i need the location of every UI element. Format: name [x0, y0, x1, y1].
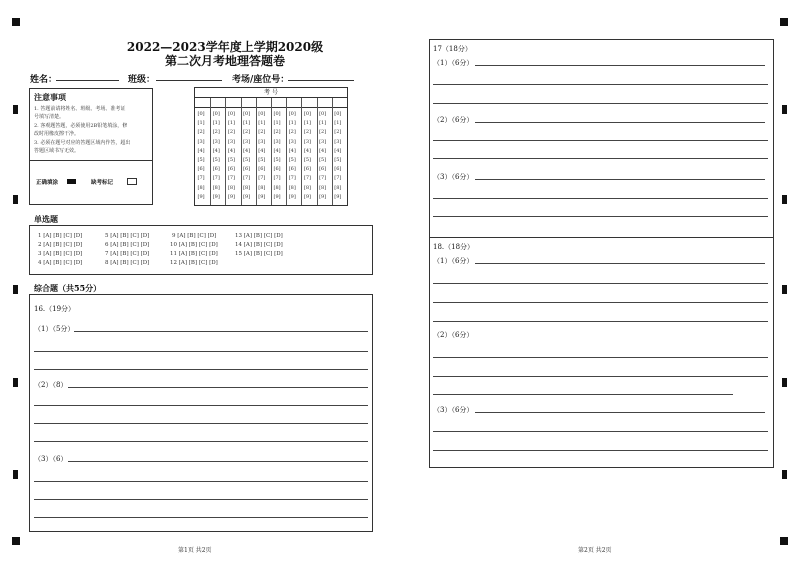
exam-digit-bubble[interactable]: [4]	[288, 147, 296, 154]
notice-title: 注意事项	[34, 92, 66, 102]
answer-line[interactable]	[433, 450, 768, 451]
page-subtitle: 第二次月考地理答题卷	[164, 54, 285, 68]
exam-digit-bubble[interactable]: [7]	[258, 175, 266, 182]
exam-digit-bubble[interactable]: [2]	[273, 129, 281, 136]
page-title: 2022—2023学年度上学期2020级	[126, 40, 324, 54]
name-field[interactable]	[56, 80, 119, 81]
timing-mark	[13, 470, 18, 479]
answer-line[interactable]	[433, 84, 768, 85]
exam-digit-bubble[interactable]: [5]	[303, 157, 311, 163]
answer-line[interactable]	[433, 394, 733, 395]
exam-digit-bubble[interactable]: [3]	[288, 138, 296, 145]
answer-line[interactable]	[475, 179, 765, 180]
exam-digit-bubble[interactable]: [4]	[319, 147, 327, 154]
grid-column-divider	[271, 98, 272, 205]
q17-title: 17（18分）	[433, 45, 472, 53]
exam-digit-bubble[interactable]: [6]	[303, 166, 311, 173]
exam-digit-bubble[interactable]: [2]	[334, 129, 342, 136]
exam-digit-bubble[interactable]: [8]	[288, 184, 296, 191]
grid-column-divider	[301, 98, 302, 205]
exam-digit-bubble[interactable]: [6]	[227, 166, 235, 173]
q17-part2-label: （2）（6分）	[433, 116, 474, 124]
answer-line[interactable]	[34, 499, 368, 500]
choice-item[interactable]: 2 [A] [B] [C] [D]	[38, 242, 83, 248]
timing-mark	[782, 378, 787, 387]
exam-digit-bubble[interactable]: [8]	[258, 184, 266, 191]
grid-column-divider	[286, 98, 287, 205]
answer-line[interactable]	[433, 140, 768, 141]
exam-digit-bubble[interactable]: [4]	[227, 147, 235, 154]
exam-digit-bubble[interactable]: [2]	[288, 129, 296, 136]
single-choice-box	[29, 225, 373, 275]
q18-title: 18.（18分）	[433, 243, 475, 251]
exam-number-header: 考 号	[195, 88, 347, 98]
exam-digit-bubble[interactable]: [3]	[303, 138, 311, 145]
exam-digit-bubble[interactable]: [9]	[319, 193, 327, 200]
registration-mark	[12, 18, 20, 26]
exam-digit-bubble[interactable]: [3]	[319, 138, 327, 145]
exam-digit-bubble[interactable]: [5]	[258, 157, 266, 163]
class-label: 班级：	[128, 75, 156, 85]
answer-line[interactable]	[433, 198, 768, 199]
correct-fill-sample	[67, 179, 76, 184]
right-answer-box	[429, 39, 774, 468]
answer-line[interactable]	[34, 351, 368, 352]
answer-line[interactable]	[433, 302, 768, 303]
exam-digit-bubble[interactable]: [9]	[334, 193, 342, 200]
answer-line[interactable]	[433, 283, 768, 284]
choice-item[interactable]: 1 [A] [B] [C] [D]	[38, 233, 83, 239]
exam-digit-bubble[interactable]: [8]	[273, 184, 281, 191]
exam-digit-bubble[interactable]: [7]	[227, 175, 235, 182]
exam-digit-bubble[interactable]: [5]	[243, 157, 251, 163]
notice-line: 改时用橡皮擦干净。	[34, 131, 80, 137]
exam-digit-bubble[interactable]: [2]	[258, 129, 266, 136]
name-label: 姓名：	[30, 75, 58, 85]
grid-column-divider	[317, 98, 318, 205]
q18-part1-label: （1）（6分）	[433, 257, 474, 265]
exam-digit-bubble[interactable]: [1]	[197, 120, 205, 127]
exam-digit-bubble[interactable]: [1]	[258, 120, 266, 127]
answer-line[interactable]	[34, 481, 368, 482]
exam-digit-bubble[interactable]: [0]	[334, 111, 342, 117]
timing-mark	[782, 285, 787, 294]
exam-digit-bubble[interactable]: [9]	[243, 193, 251, 200]
exam-digit-bubble[interactable]: [4]	[334, 147, 342, 154]
exam-digit-bubble[interactable]: [9]	[212, 193, 220, 200]
answer-line[interactable]	[34, 441, 368, 442]
exam-digit-bubble[interactable]: [1]	[319, 120, 327, 127]
timing-mark	[13, 378, 18, 387]
q17-q18-divider	[430, 237, 773, 238]
answer-line[interactable]	[68, 387, 368, 388]
exam-digit-bubble[interactable]: [3]	[273, 138, 281, 145]
choice-item[interactable]: 14 [A] [B] [C] [D]	[235, 242, 283, 248]
choice-item[interactable]: 10 [A] [B] [C] [D]	[170, 242, 218, 248]
absent-mark-label: 缺考标记	[91, 180, 114, 186]
answer-line[interactable]	[475, 65, 765, 66]
exam-digit-bubble[interactable]: [1]	[273, 120, 281, 127]
choice-item[interactable]: 5 [A] [B] [C] [D]	[105, 233, 150, 239]
choice-item[interactable]: 12 [A] [B] [C] [D]	[170, 260, 218, 266]
answer-line[interactable]	[433, 158, 768, 159]
timing-mark	[782, 105, 787, 114]
seat-label: 考场/座位号：	[232, 75, 290, 85]
timing-mark	[782, 195, 787, 204]
answer-line[interactable]	[433, 216, 768, 217]
exam-digit-bubble[interactable]: [8]	[243, 184, 251, 191]
class-field[interactable]	[156, 80, 222, 81]
notice-line: 3. 必须在题号对应的答题区域内作答，超出	[34, 140, 131, 146]
choice-item[interactable]: 7 [A] [B] [C] [D]	[105, 251, 150, 257]
exam-digit-bubble[interactable]: [6]	[212, 166, 220, 173]
exam-digit-bubble[interactable]: [6]	[288, 166, 296, 173]
choice-item[interactable]: 3 [A] [B] [C] [D]	[38, 251, 83, 257]
notice-line: 1. 答题前请将姓名、班级、考场、准考证	[34, 106, 126, 112]
answer-line[interactable]	[74, 331, 368, 332]
grid-column-divider	[225, 98, 226, 205]
q16-part3-label: （3）（6）	[34, 455, 68, 463]
grid-column-divider	[332, 98, 333, 205]
exam-digit-bubble[interactable]: [7]	[319, 175, 327, 182]
exam-digit-bubble[interactable]: [1]	[243, 120, 251, 127]
exam-digit-bubble[interactable]: [2]	[227, 129, 235, 136]
page-number-right: 第2页 共2页	[578, 547, 612, 554]
notice-divider	[30, 160, 152, 161]
exam-digit-bubble[interactable]: [7]	[273, 175, 281, 182]
answer-line[interactable]	[68, 461, 368, 462]
registration-mark	[780, 537, 788, 545]
exam-digit-bubble[interactable]: [4]	[212, 147, 220, 154]
exam-digit-bubble[interactable]: [9]	[197, 193, 205, 200]
exam-digit-bubble[interactable]: [6]	[273, 166, 281, 173]
exam-digit-bubble[interactable]: [7]	[334, 175, 342, 182]
exam-digit-bubble[interactable]: [3]	[197, 138, 205, 145]
exam-digit-bubble[interactable]: [0]	[273, 111, 281, 117]
exam-digit-bubble[interactable]: [5]	[273, 157, 281, 163]
exam-digit-bubble[interactable]: [8]	[227, 184, 235, 191]
exam-digit-bubble[interactable]: [8]	[334, 184, 342, 191]
exam-digit-bubble[interactable]: [3]	[227, 138, 235, 145]
exam-digit-bubble[interactable]: [0]	[319, 111, 327, 117]
q17-part1-label: （1）（6分）	[433, 59, 474, 67]
exam-digit-bubble[interactable]: [5]	[334, 157, 342, 163]
exam-digit-bubble[interactable]: [0]	[197, 111, 205, 117]
q17-part3-label: （3）（6分）	[433, 173, 474, 181]
exam-digit-bubble[interactable]: [5]	[212, 157, 220, 163]
timing-mark	[13, 285, 18, 294]
exam-digit-bubble[interactable]: [8]	[197, 184, 205, 191]
exam-digit-bubble[interactable]: [2]	[197, 129, 205, 136]
exam-digit-bubble[interactable]: [8]	[303, 184, 311, 191]
exam-digit-bubble[interactable]: [8]	[319, 184, 327, 191]
exam-digit-bubble[interactable]: [3]	[243, 138, 251, 145]
exam-digit-bubble[interactable]: [1]	[288, 120, 296, 127]
exam-digit-bubble[interactable]: [5]	[319, 157, 327, 163]
page-number-left: 第1页 共2页	[178, 547, 212, 554]
exam-digit-bubble[interactable]: [9]	[258, 193, 266, 200]
exam-digit-bubble[interactable]: [4]	[243, 147, 251, 154]
exam-digit-bubble[interactable]: [6]	[197, 166, 205, 173]
notice-box	[29, 88, 153, 205]
exam-digit-bubble[interactable]: [6]	[334, 166, 342, 173]
timing-mark	[13, 195, 18, 204]
q16-answer-box	[29, 294, 373, 532]
answer-line[interactable]	[433, 321, 768, 322]
exam-digit-bubble[interactable]: [4]	[197, 147, 205, 154]
q18-part2-label: （2）（6分）	[433, 331, 474, 339]
exam-digit-bubble[interactable]: [6]	[243, 166, 251, 173]
exam-digit-bubble[interactable]: [0]	[303, 111, 311, 117]
exam-digit-bubble[interactable]: [9]	[303, 193, 311, 200]
exam-digit-bubble[interactable]: [7]	[303, 175, 311, 182]
registration-mark	[12, 537, 20, 545]
choice-item[interactable]: 11 [A] [B] [C] [D]	[170, 251, 218, 257]
exam-digit-bubble[interactable]: [8]	[212, 184, 220, 191]
exam-digit-bubble[interactable]: [4]	[258, 147, 266, 154]
exam-digit-bubble[interactable]: [3]	[258, 138, 266, 145]
exam-digit-bubble[interactable]: [4]	[303, 147, 311, 154]
exam-digit-bubble[interactable]: [2]	[212, 129, 220, 136]
exam-digit-bubble[interactable]: [2]	[319, 129, 327, 136]
exam-digit-bubble[interactable]: [5]	[227, 157, 235, 163]
answer-line[interactable]	[475, 263, 765, 264]
exam-digit-bubble[interactable]: [9]	[273, 193, 281, 200]
exam-digit-bubble[interactable]: [7]	[197, 175, 205, 182]
correct-fill-label: 正确填涂	[36, 180, 59, 186]
answer-line[interactable]	[34, 369, 368, 370]
single-choice-title: 单选题	[34, 214, 58, 224]
exam-digit-bubble[interactable]: [9]	[227, 193, 235, 200]
choice-item[interactable]: 13 [A] [B] [C] [D]	[235, 233, 283, 239]
exam-digit-bubble[interactable]: [1]	[212, 120, 220, 127]
answer-line[interactable]	[475, 122, 765, 123]
grid-column-divider	[256, 98, 257, 205]
exam-digit-bubble[interactable]: [2]	[243, 129, 251, 136]
notice-line: 答题区域书写无效。	[34, 148, 80, 154]
exam-digit-bubble[interactable]: [3]	[334, 138, 342, 145]
exam-digit-bubble[interactable]: [7]	[212, 175, 220, 182]
answer-line[interactable]	[34, 423, 368, 424]
exam-digit-bubble[interactable]: [6]	[319, 166, 327, 173]
registration-mark	[780, 18, 788, 26]
notice-line: 号填写清楚。	[34, 114, 65, 120]
exam-digit-bubble[interactable]: [0]	[258, 111, 266, 117]
q18-part3-label: （3）（6分）	[433, 406, 474, 414]
exam-digit-bubble[interactable]: [5]	[197, 157, 205, 163]
exam-digit-bubble[interactable]: [1]	[334, 120, 342, 127]
exam-digit-bubble[interactable]: [0]	[227, 111, 235, 117]
answer-line[interactable]	[433, 376, 768, 377]
answer-line[interactable]	[475, 412, 765, 413]
notice-line: 2. 客观题答题，必须使用2B铅笔填涂，修	[34, 123, 128, 129]
choice-item[interactable]: 6 [A] [B] [C] [D]	[105, 242, 150, 248]
exam-digit-bubble[interactable]: [7]	[243, 175, 251, 182]
answer-line[interactable]	[433, 431, 768, 432]
exam-digit-bubble[interactable]: [5]	[288, 157, 296, 163]
exam-digit-bubble[interactable]: [0]	[243, 111, 251, 117]
exam-digit-bubble[interactable]: [9]	[288, 193, 296, 200]
exam-digit-bubble[interactable]: [4]	[273, 147, 281, 154]
choice-item[interactable]: 8 [A] [B] [C] [D]	[105, 260, 150, 266]
exam-digit-bubble[interactable]: [6]	[258, 166, 266, 173]
grid-column-divider	[241, 98, 242, 205]
answer-line[interactable]	[34, 517, 368, 518]
exam-digit-bubble[interactable]: [0]	[212, 111, 220, 117]
timing-mark	[782, 470, 787, 479]
exam-digit-bubble[interactable]: [1]	[303, 120, 311, 127]
q16-part1-label: （1）（5分）	[34, 325, 75, 333]
comprehensive-title: 综合题（共55分）	[34, 283, 102, 293]
answer-line[interactable]	[433, 357, 768, 358]
exam-digit-bubble[interactable]: [2]	[303, 129, 311, 136]
q16-part2-label: （2）（8）	[34, 381, 68, 389]
absent-mark-box[interactable]	[127, 178, 137, 185]
answer-line[interactable]	[34, 405, 368, 406]
exam-number-grid	[194, 87, 348, 206]
exam-digit-bubble[interactable]: [0]	[288, 111, 296, 117]
choice-item[interactable]: 4 [A] [B] [C] [D]	[38, 260, 83, 266]
choice-item[interactable]: 9 [A] [B] [C] [D]	[172, 233, 217, 239]
grid-column-divider	[210, 98, 211, 205]
timing-mark	[13, 105, 18, 114]
exam-digit-bubble[interactable]: [3]	[212, 138, 220, 145]
exam-digit-bubble[interactable]: [7]	[288, 175, 296, 182]
choice-item[interactable]: 15 [A] [B] [C] [D]	[235, 251, 283, 257]
exam-digit-bubble[interactable]: [1]	[227, 120, 235, 127]
seat-field[interactable]	[288, 80, 354, 81]
q16-title: 16.（19分）	[34, 305, 76, 313]
answer-line[interactable]	[433, 103, 768, 104]
